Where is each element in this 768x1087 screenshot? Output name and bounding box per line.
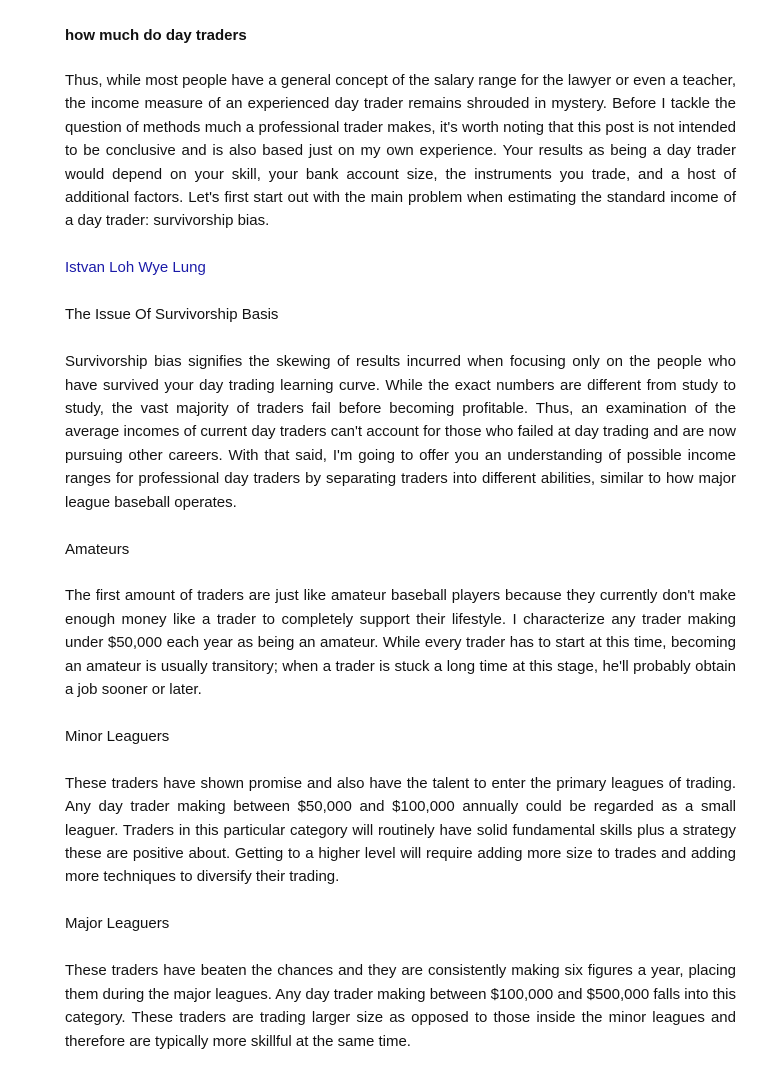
- major-leaguers-heading: Major Leaguers: [65, 915, 170, 933]
- document-title: how much do day traders: [65, 27, 247, 44]
- author-link[interactable]: Istvan Loh Wye Lung: [65, 259, 206, 277]
- amateurs-heading: Amateurs: [65, 540, 130, 558]
- minor-leaguers-paragraph: These traders have shown promise and also have the talent to enter the primary leagues of trading. Any day trader making between $50,000 and $100,000 annually could be regarded as a small leaguer. Traders in this particular category will routinely have solid fundamental skills plus a strategy these are positive about. Getting to a higher level will require adding more size to trades and adding more techniques to diversify their trading.: [65, 774, 736, 886]
- document-page: [65, 24, 736, 1076]
- minor-leaguers-heading: Minor Leaguers: [65, 727, 170, 745]
- survivorship-heading: The Issue Of Survivorship Basis: [65, 306, 279, 324]
- amateurs-paragraph: The first amount of traders are just like amateur baseball players because they currently don't make enough money like a trader to completely support their lifestyle. I characterize any trader making under $50,000 each year as being an amateur. While every trader has to start at this time, becoming an amateur is usually transitory; when a trader is stuck a long time at this stage, he'll probably obtain a job sooner or later.: [65, 587, 736, 699]
- intro-paragraph: Thus, while most people have a general concept of the salary range for the lawyer or even a teacher, the income measure of an experienced day trader remains shrouded in mystery. Before I tackle the question of methods much a professional trader makes, it's worth noting that this post is not intended to be conclusive and is also based just on my own experience. Your results as being a day trader would depend on your skill, your bank account size, the instruments you trade, and a host of additional factors. Let's first start out with the main problem when estimating the standard income of a day trader: survivorship bias.: [65, 72, 736, 230]
- survivorship-paragraph: Survivorship bias signifies the skewing of results incurred when focusing only on the people who have survived your day trading learning curve. While the exact numbers are different from study to study, the vast majority of traders fail before becoming profitable. Thus, an examination of the average incomes of current day traders can't account for those who failed at day trading and are now pursuing other careers. With that said, I'm going to offer you an understanding of possible income ranges for professional day traders by separating traders into different abilities, similar to how major league baseball operates.: [65, 353, 736, 511]
- major-leaguers-paragraph: These traders have beaten the chances and they are consistently making six figures a year, placing them during the major leagues. Any day trader making between $100,000 and $500,000 falls into this category. These traders are trading larger size as opposed to those inside the minor leagues and therefore are typically more skillful at the same time.: [65, 962, 736, 1050]
